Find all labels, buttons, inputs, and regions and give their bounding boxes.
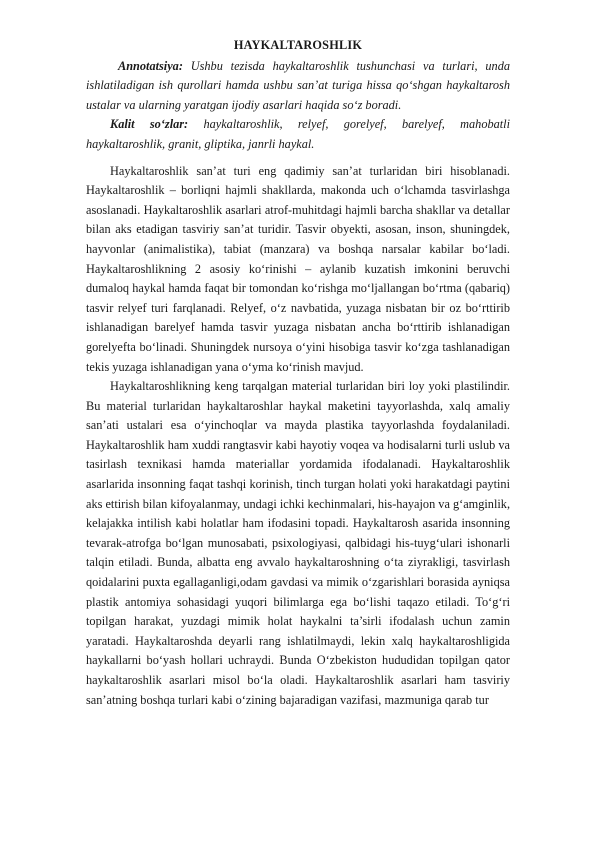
keywords-text: haykaltaroshlik, relyef, gorelyef, barelyef, mahobatli haykaltaroshlik, granit, gliptika, janrli haykal. bbox=[86, 117, 511, 151]
abstract-text: Ushbu tezisda haykaltaroshlik tushunchasi va turlari, unda ishlatiladigan ish qurollari hamda ushbu san’at turiga hissa qo‘shgan haykaltarosh ustalar va ularning yaratgan ijodiy asarlari haqida so‘z boradi. bbox=[86, 58, 511, 112]
paper-title: HAYKALTAROSHLIK bbox=[233, 38, 363, 52]
document-page bbox=[86, 36, 510, 710]
abstract-label: Annotatsiya: bbox=[118, 58, 183, 73]
abstract bbox=[86, 57, 510, 116]
keywords bbox=[86, 115, 510, 154]
keywords-label: Kalit so‘zlar: bbox=[110, 117, 189, 132]
body-paragraph-2: Haykaltaroshlikning keng tarqalgan material turlaridan biri loy yoki plastilindir. Bu material turlaridan haykaltaroshlar haykal maketini tayyorlashda, xalq amaliy san’ati ustalari esa o‘yinchoqlar va mayda plastika tayyorlashda foydalaniladi. Haykaltaroshlik ham xuddi rangtasvir kabi hayotiy voqea va hodisalarni turli uslub va tasirlash texnikasi hamda materiallar yordamida ifodalanadi. Haykaltaroshlik asarlarida insonning faqat tashqi korinish, tinch turgan holati yoki harakatdagi paytini aks ettirish bilan kifoyalanmay, undagi ichki kechinmalari, his-hayajon va g‘amginlik, kelajakka intilish kabi holatlar ham ifodasini topadi. Haykaltarosh asarida insonning tevarak-atrofga bo‘lgan munosabati, psixologiyasi, qalbidagi his-tuyg‘ulari ishonarli talqin etiladi. Bunda, albatta eng avvalo haykaltaroshning o‘ta ziyrakligi, tasvirlash qoidalarini puxta egallaganligi,odam gavdasi va mimik o‘zgarishlari borasida ayniqsa plastik antomiya sohasidagi yuqori bilimlarga ega bo‘lishi taqazo etiladi. To‘g‘ri topilgan harakat, yuzdagi mimik holat haykalni ta’sirli ifodalash uchun zamin yaratadi. Haykaltaroshda deyarli rang ishlatilmaydi, lekin xalq haykaltaroshligida haykallarni bo‘yash hollari uchraydi. Bunda O‘zbekiston hududidan topilgan qator haykaltaroshlik asarlari misol bo‘la oladi. Haykaltaroshlik asarlari ham tasviriy san’atning boshqa turlari kabi o‘zining bajaradigan vazifasi, mazmuniga qarab tur bbox=[86, 379, 511, 707]
body-paragraph-1: Haykaltaroshlik san’at turi eng qadimiy san’at turlaridan biri hisoblanadi. Haykaltaroshlik – borliqni hajmli shakllarda, makonda uch o‘lchamda tasvirlashga asoslanadi. Haykaltaroshlik asarlari atrof-muhitdagi hajmli barcha shakllar va detallar bilan aks etadigan tasviriy san’at turidir. Tasvir obyekti, asosan, inson, shuningdek, hayvonlar (animalistika), tabiat (manzara) va boshqa narsalar kabilar bo‘ladi. Haykaltaroshlikning 2 asosiy ko‘rinishi – aylanib kuzatish imkonini beruvchi dumaloq haykal hamda faqat bir tomondan ko‘rishga mo‘ljallangan bo‘rtma (qabariq) tasvir relyef turi farqlanadi. Relyef, o‘z navbatida, yuzaga nisbatan bir oz bo‘rttirib ishlanadigan barelyef hamda tasvir yuzaga nisbatan ancha bo‘rttirib ishlanadigan gorelyefta bo‘linadi. Shuningdek nursoya o‘yini hisobiga tasvir ko‘zga tashlanadigan tekis yuzaga ishlanadigan yana o‘yma ko‘rinish mavjud. bbox=[86, 163, 510, 374]
